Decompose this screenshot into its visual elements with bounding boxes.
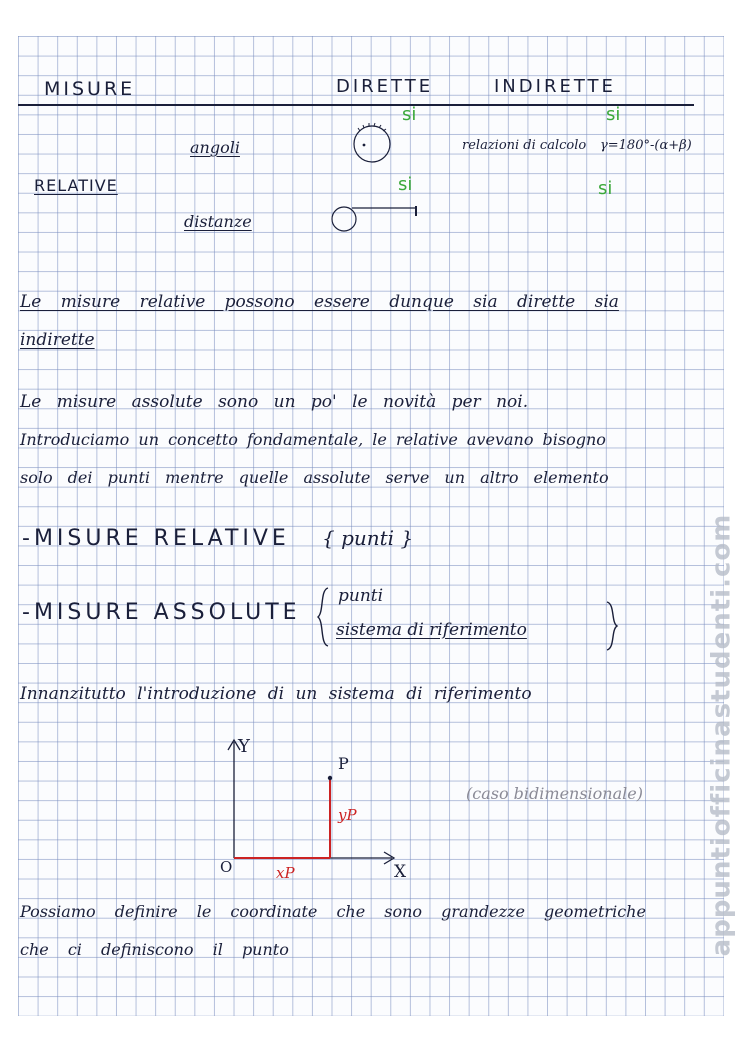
relazioni-label: relazioni di calcolo [462,138,587,153]
origin-label: O [220,858,233,876]
assolute-sistema: sistema di riferimento [336,620,527,640]
header-dirette: DIRETTE [336,76,434,97]
point-p-label: P [338,754,349,773]
cartesian-diagram [220,736,410,886]
si-distanze-indirette: si [598,178,613,199]
assolute-punti: punti [338,586,384,606]
y-axis-label: Y [238,736,250,757]
para2-line3: solo dei punti mentre quelle assolute serve un altro elemento [20,468,609,487]
yp-label: yP [338,806,357,824]
si-distanze-dirette: si [398,174,413,195]
para2-line2: Introduciamo un concetto fondamentale, le relative avevano bisogno [20,430,606,449]
watermark: appuntiofficinastudenti.com [706,513,737,957]
left-brace-icon [316,586,332,648]
header-indirette: INDIRETTE [494,76,616,97]
x-axis-label: X [394,862,407,882]
distanze-label: distanze [184,212,252,231]
para4-line1: Possiamo definire le coordinate che sono grandezze geometriche [20,902,646,921]
relative-label: RELATIVE [34,176,118,195]
para3-line: Innanzitutto l'introduzione di un sistema di riferimento [20,684,532,704]
si-angoli-indirette: si [606,104,621,125]
protractor-icon [350,122,396,168]
heading-misure-assolute: -MISURE ASSOLUTE [22,600,301,625]
xp-label: xP [276,864,295,882]
angle-formula: γ=180°-(α+β) [600,138,692,153]
right-brace-icon [604,600,620,652]
header-rule [18,104,694,106]
header-misure: MISURE [44,78,136,100]
para4-line2: che ci definiscono il punto [20,940,289,959]
si-angoli-dirette: si [402,104,417,125]
heading-misure-relative: -MISURE RELATIVE [22,526,290,551]
para2-line1: Le misure assolute sono un po' le novità per noi. [20,392,529,412]
relative-brace-punti: { punti } [322,526,414,550]
para1-line2: indirette [20,330,95,350]
para1-line1: Le misure relative possono essere dunque sia dirette sia [20,292,619,312]
measuring-tape-icon [330,200,422,236]
caso-bidimensionale-note: (caso bidimensionale) [466,784,643,803]
angoli-label: angoli [190,138,240,157]
